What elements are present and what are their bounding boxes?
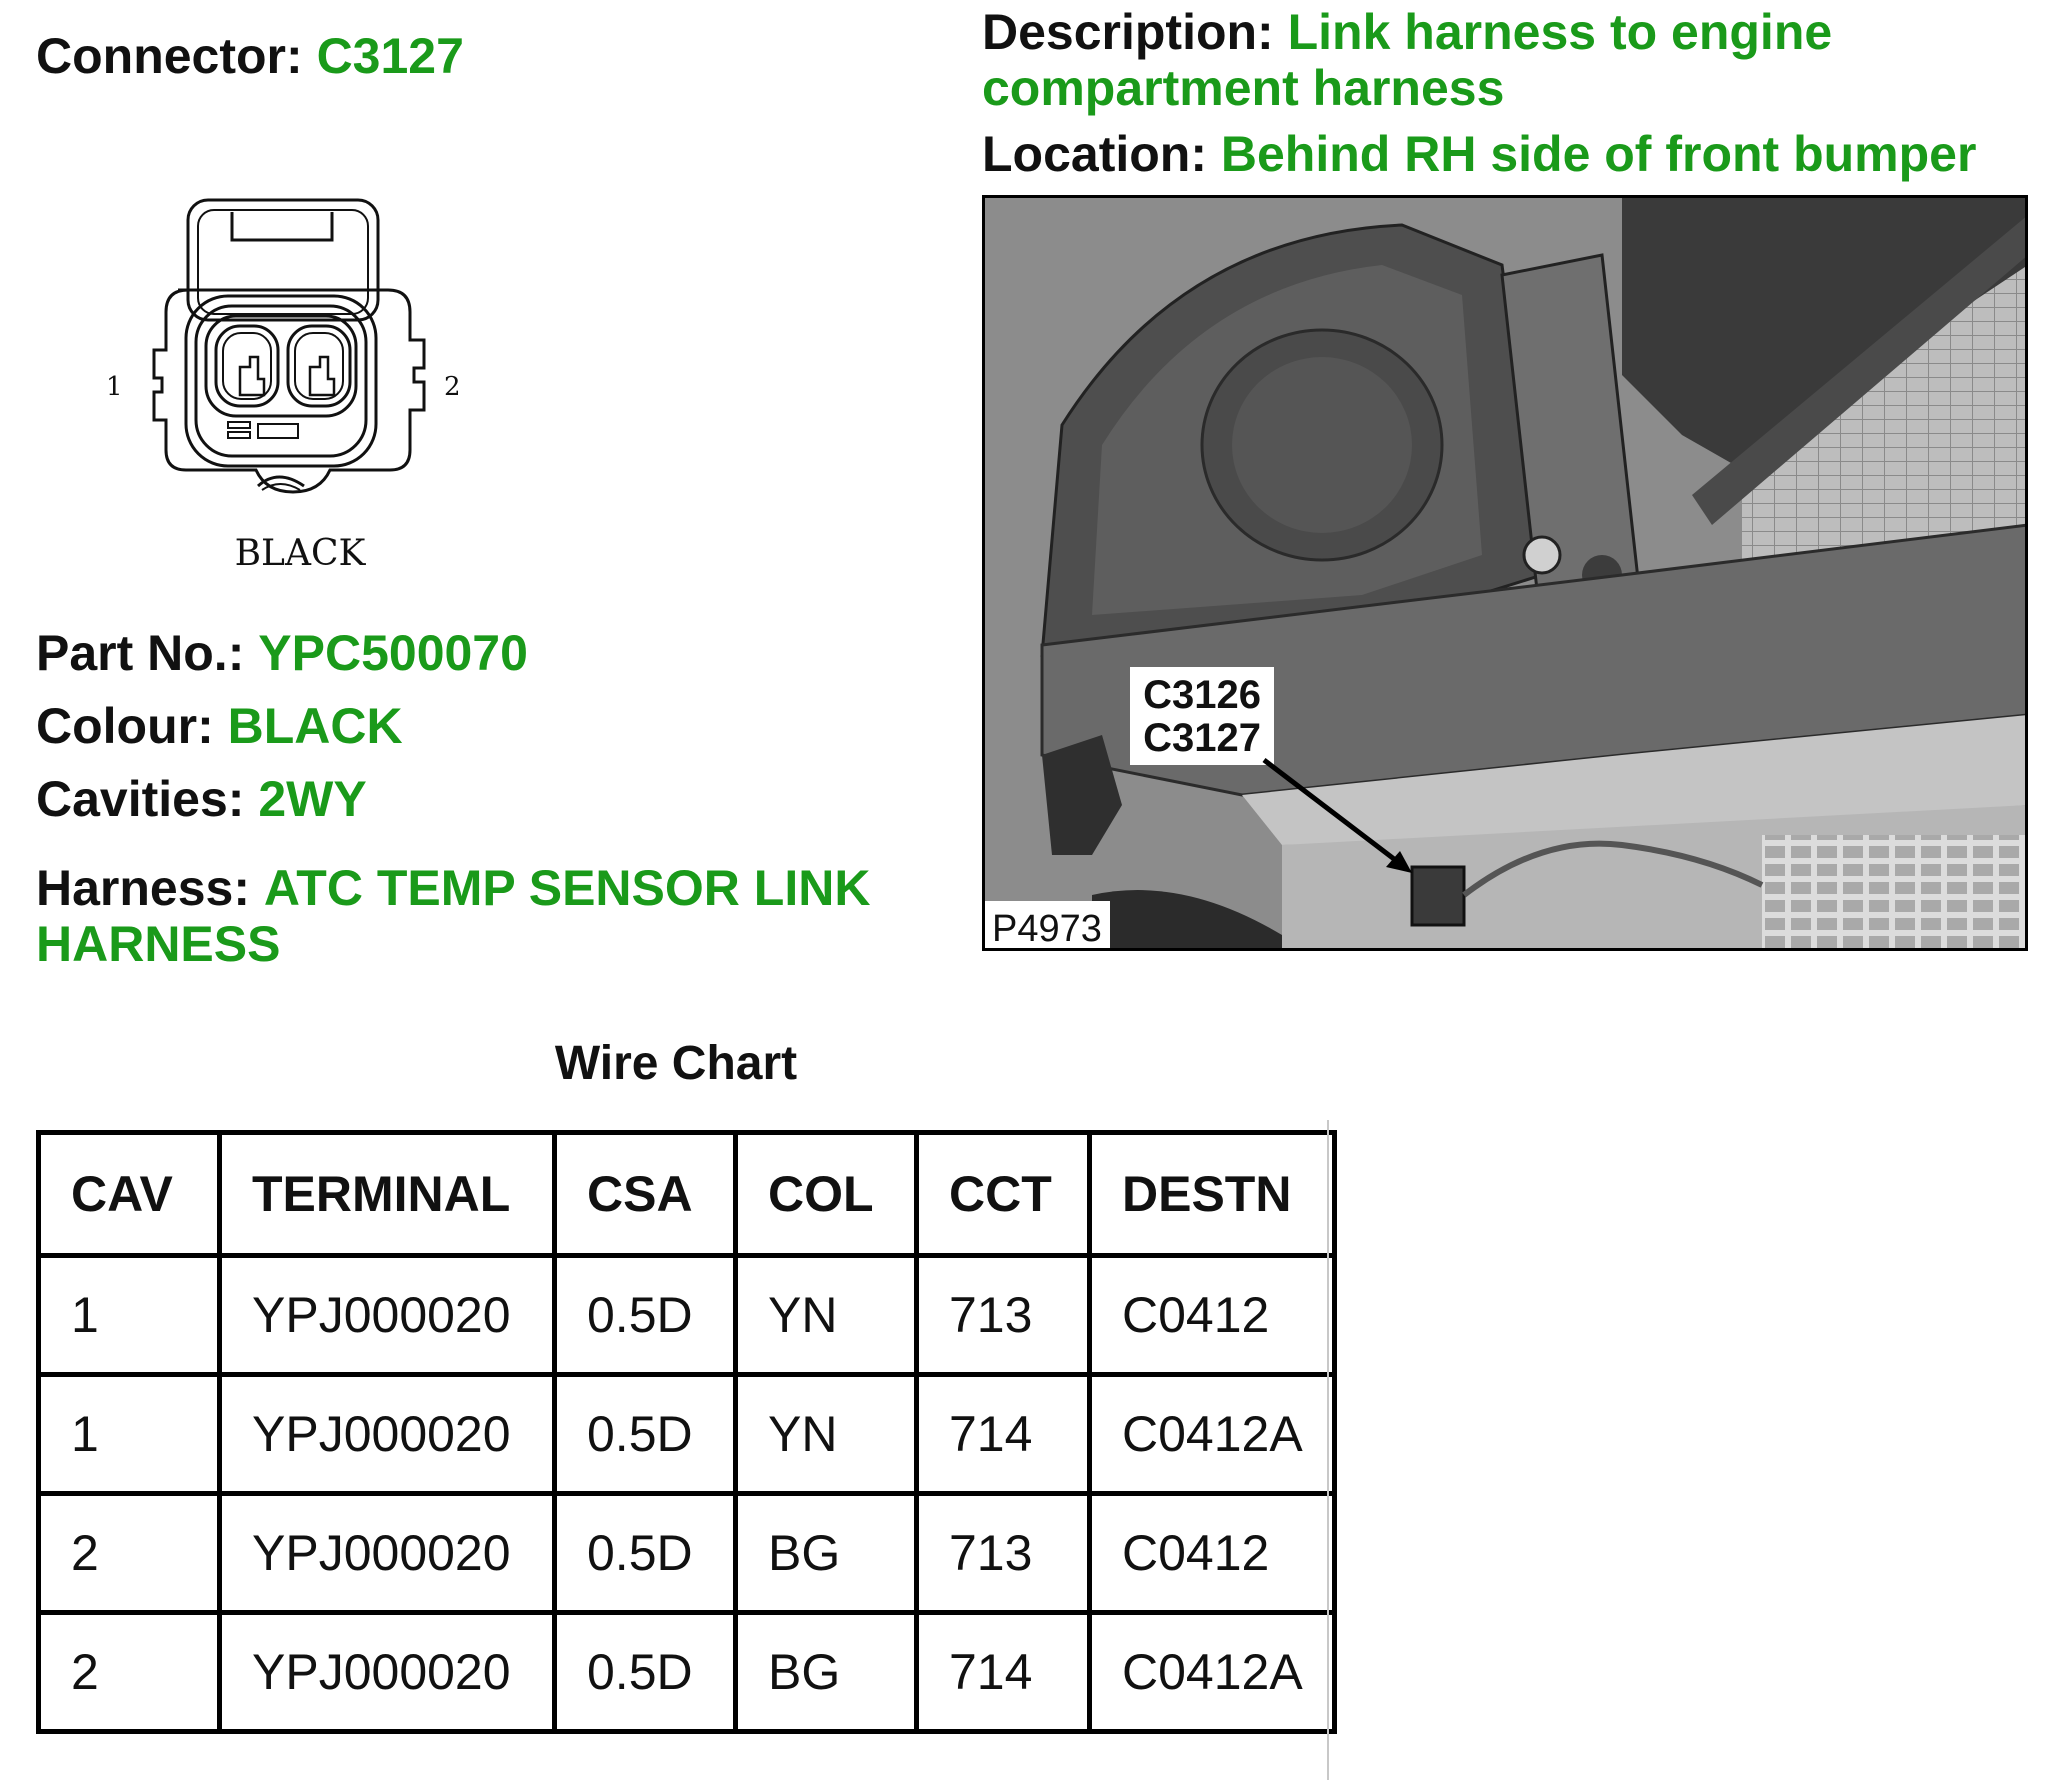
- header-cav: CAV: [39, 1133, 220, 1256]
- table-row: [39, 1256, 1335, 1375]
- cell-terminal: YPJ000020: [220, 1613, 555, 1732]
- photo-callout-c3127: C3127: [1143, 716, 1261, 760]
- cell-cav: 2: [39, 1494, 220, 1613]
- cell-destn: C0412: [1090, 1494, 1335, 1613]
- cell-cav: 2: [39, 1613, 220, 1732]
- location-label: Location:: [982, 126, 1207, 182]
- wire-chart-table: [36, 1130, 1337, 1734]
- description-value: Link harness to engine compartment harness: [982, 4, 1833, 116]
- table-row: [39, 1613, 1335, 1732]
- pin-1-label: 1: [106, 372, 123, 402]
- part-no-label: Part No.:: [36, 625, 245, 681]
- location-value: Behind RH side of front bumper: [1220, 126, 1977, 182]
- cavities-label: Cavities:: [36, 771, 245, 827]
- photo-callout-c3126: C3126: [1143, 673, 1261, 717]
- cavities-value: 2WY: [258, 771, 367, 827]
- cell-col: BG: [736, 1494, 917, 1613]
- cell-cav: 1: [39, 1256, 220, 1375]
- cell-csa: 0.5D: [555, 1256, 736, 1375]
- colour-label: Colour:: [36, 698, 214, 754]
- location-field: [982, 126, 2042, 182]
- header-col: COL: [736, 1133, 917, 1256]
- header-terminal: TERMINAL: [220, 1133, 555, 1256]
- table-row: [39, 1494, 1335, 1613]
- header-csa: CSA: [555, 1133, 736, 1256]
- cell-terminal: YPJ000020: [220, 1256, 555, 1375]
- cell-col: BG: [736, 1613, 917, 1732]
- harness-label: Harness:: [36, 860, 250, 916]
- cavities-field: [36, 771, 367, 827]
- colour-field: [36, 698, 403, 754]
- connector-field: [36, 28, 464, 84]
- header-destn: DESTN: [1090, 1133, 1335, 1256]
- cell-cct: 714: [917, 1613, 1090, 1732]
- pin-2-label: 2: [444, 372, 461, 402]
- cell-csa: 0.5D: [555, 1375, 736, 1494]
- cell-terminal: YPJ000020: [220, 1375, 555, 1494]
- connector-label: Connector:: [36, 28, 303, 84]
- description-field: [982, 4, 2042, 116]
- cell-csa: 0.5D: [555, 1613, 736, 1732]
- connector-face-diagram: [100, 190, 500, 590]
- cell-terminal: YPJ000020: [220, 1494, 555, 1613]
- cell-cct: 713: [917, 1494, 1090, 1613]
- header-cct: CCT: [917, 1133, 1090, 1256]
- connector-colour-caption: BLACK: [234, 533, 366, 574]
- table-row: [39, 1375, 1335, 1494]
- harness-field: [36, 860, 916, 972]
- cell-csa: 0.5D: [555, 1494, 736, 1613]
- cell-cct: 714: [917, 1375, 1090, 1494]
- table-header-row: [39, 1133, 1335, 1256]
- cell-col: YN: [736, 1256, 917, 1375]
- wire-chart-title: Wire Chart: [554, 1037, 798, 1090]
- harness-value: ATC TEMP SENSOR LINK HARNESS: [36, 860, 871, 972]
- part-no-field: [36, 625, 528, 681]
- location-photo: [982, 195, 2028, 951]
- cell-destn: C0412A: [1090, 1375, 1335, 1494]
- connector-value: C3127: [316, 28, 464, 84]
- colour-value: BLACK: [227, 698, 403, 754]
- cell-cct: 713: [917, 1256, 1090, 1375]
- cell-destn: C0412: [1090, 1256, 1335, 1375]
- cell-cav: 1: [39, 1375, 220, 1494]
- page-divider: [1327, 1120, 1329, 1780]
- photo-figure-id: P4973: [992, 908, 1102, 950]
- cell-destn: C0412A: [1090, 1613, 1335, 1732]
- part-no-value: YPC500070: [258, 625, 528, 681]
- description-label: Description:: [982, 4, 1274, 60]
- cell-col: YN: [736, 1375, 917, 1494]
